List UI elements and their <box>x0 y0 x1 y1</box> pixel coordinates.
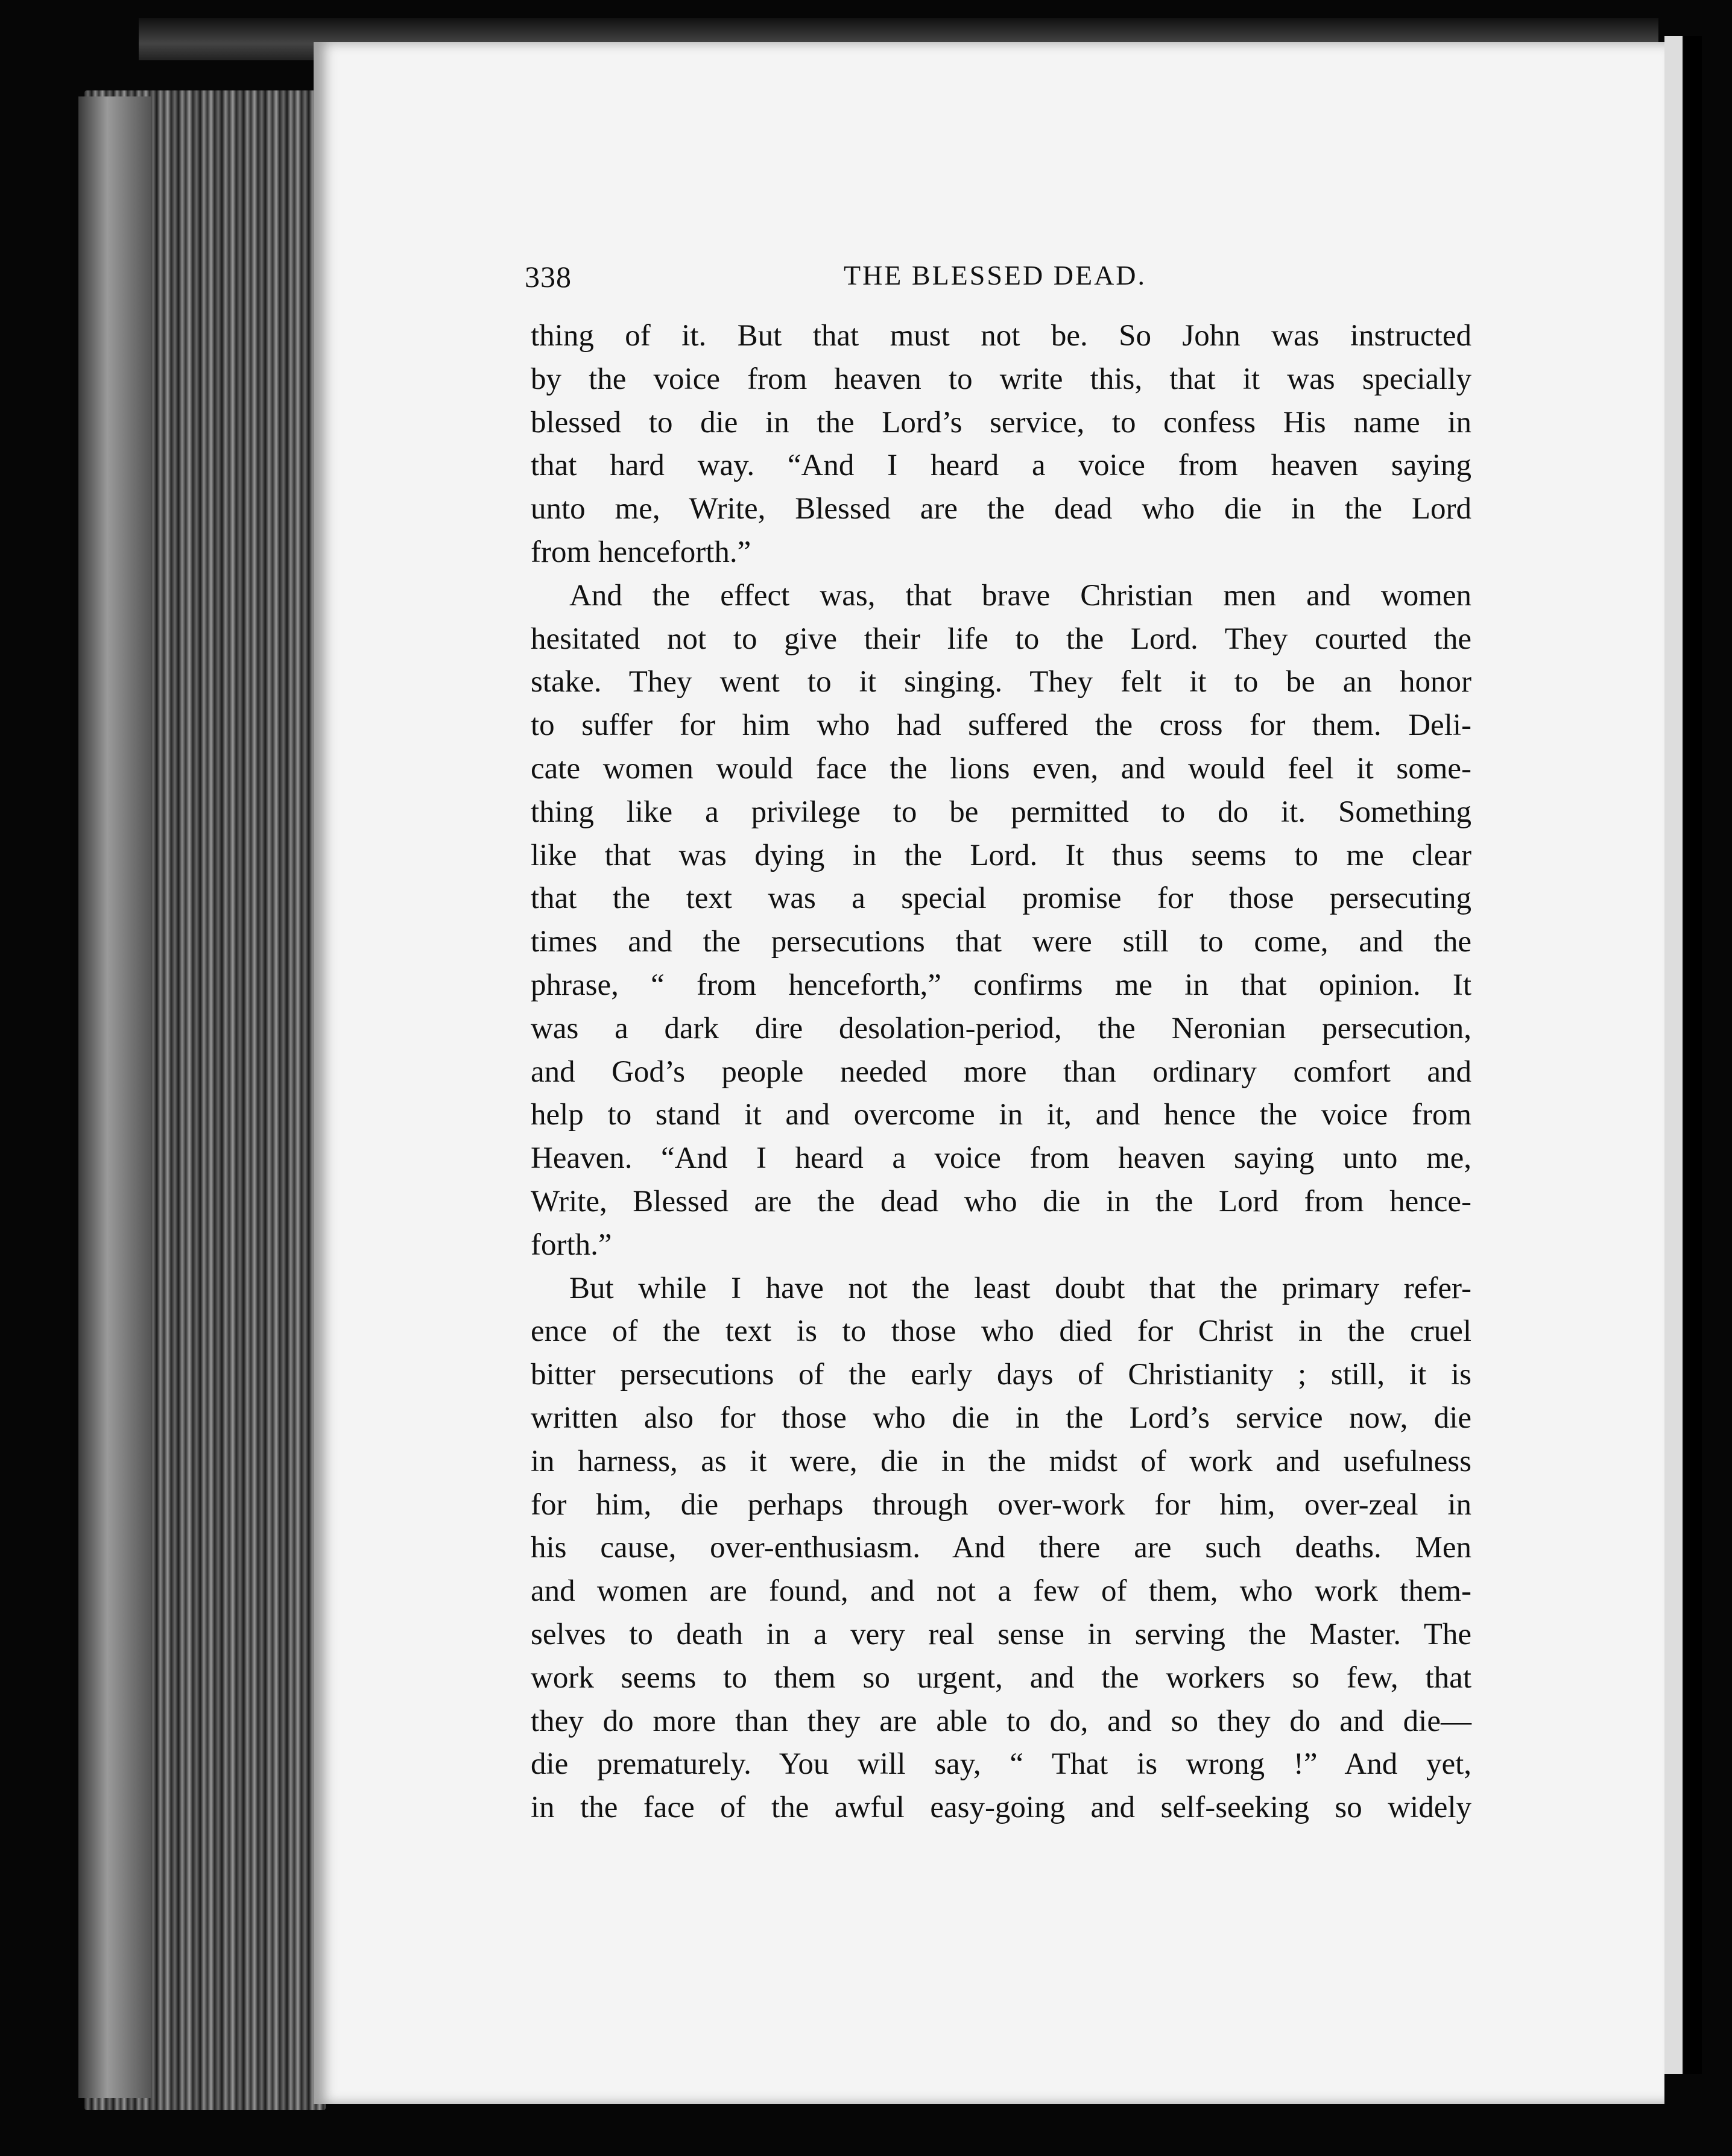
text-line: thing like a privilege to be permitted to do it. Something <box>531 795 1471 829</box>
text-line: blessed to die in the Lord’s service, to confess His name in <box>531 405 1471 440</box>
text-line: selves to death in a very real sense in serving the Master. The <box>531 1617 1471 1651</box>
text-line: times and the persecutions that were still to come, and the <box>531 925 1471 959</box>
text-line: unto me, Write, Blessed are the dead who die in the Lord <box>531 492 1471 526</box>
text-line: in harness, as it were, die in the midst of work and usefulness <box>531 1444 1471 1478</box>
text-line: Write, Blessed are the dead who die in the Lord from hence- <box>531 1184 1471 1218</box>
text-line: Heaven. “And I heard a voice from heaven saying unto me, <box>531 1141 1471 1176</box>
right-dark-border <box>1684 36 1702 2074</box>
text-line: But while I have not the least doubt that the primary refer- <box>569 1271 1471 1305</box>
text-line: bitter persecutions of the early days of Christianity ; still, it is <box>531 1358 1471 1392</box>
page-number: 338 <box>525 260 572 294</box>
page-header <box>525 259 1465 301</box>
running-head: THE BLESSED DEAD. <box>843 260 1147 291</box>
text-line: that hard way. “And I heard a voice from heaven saying <box>531 449 1471 483</box>
text-line: and God’s people needed more than ordinary comfort and <box>531 1054 1471 1089</box>
text-line: help to stand it and overcome in it, and hence the voice from <box>531 1098 1471 1132</box>
text-line: hesitated not to give their life to the Lord. They courted the <box>531 622 1471 656</box>
text-line: phrase, “ from henceforth,” confirms me in that opinion. It <box>531 968 1471 1002</box>
text-line: they do more than they are able to do, and so they do and die— <box>531 1704 1471 1738</box>
text-line: thing of it. But that must not be. So John was instructed <box>531 319 1471 353</box>
text-line: that the text was a special promise for those persecuting <box>531 881 1471 916</box>
text-line: from henceforth.” <box>531 535 751 569</box>
text-line: and women are found, and not a few of them, who work them- <box>531 1574 1471 1609</box>
book-page <box>314 42 1664 2104</box>
body-text <box>531 315 1471 1830</box>
text-line: for him, die perhaps through over-work for him, over-zeal in <box>531 1487 1471 1522</box>
text-line: die prematurely. You will say, “ That is wrong !” And yet, <box>531 1747 1471 1782</box>
text-line: ence of the text is to those who died for Christ in the cruel <box>531 1314 1471 1349</box>
text-line: his cause, over-enthusiasm. And there are such deaths. Men <box>531 1531 1471 1565</box>
text-line: in the face of the awful easy-going and self-seeking so widely <box>531 1791 1471 1825</box>
book-cover-edge <box>78 96 151 2098</box>
text-line: cate women would face the lions even, and would feel it some- <box>531 751 1471 786</box>
text-line: work seems to them so urgent, and the workers so few, that <box>531 1660 1471 1695</box>
right-page-margin <box>1664 36 1683 2074</box>
text-line: by the voice from heaven to write this, that it was specially <box>531 362 1471 396</box>
text-line: like that was dying in the Lord. It thus seems to me clear <box>531 838 1471 872</box>
text-line: to suffer for him who had suffered the cross for them. Deli- <box>531 708 1471 743</box>
text-line: written also for those who die in the Lord’s service now, die <box>531 1401 1471 1435</box>
text-line: forth.” <box>531 1228 612 1262</box>
text-line: stake. They went to it singing. They felt it to be an honor <box>531 665 1471 699</box>
text-line: And the effect was, that brave Christian men and women <box>569 578 1471 613</box>
text-line: was a dark dire desolation-period, the Neronian persecution, <box>531 1011 1471 1045</box>
